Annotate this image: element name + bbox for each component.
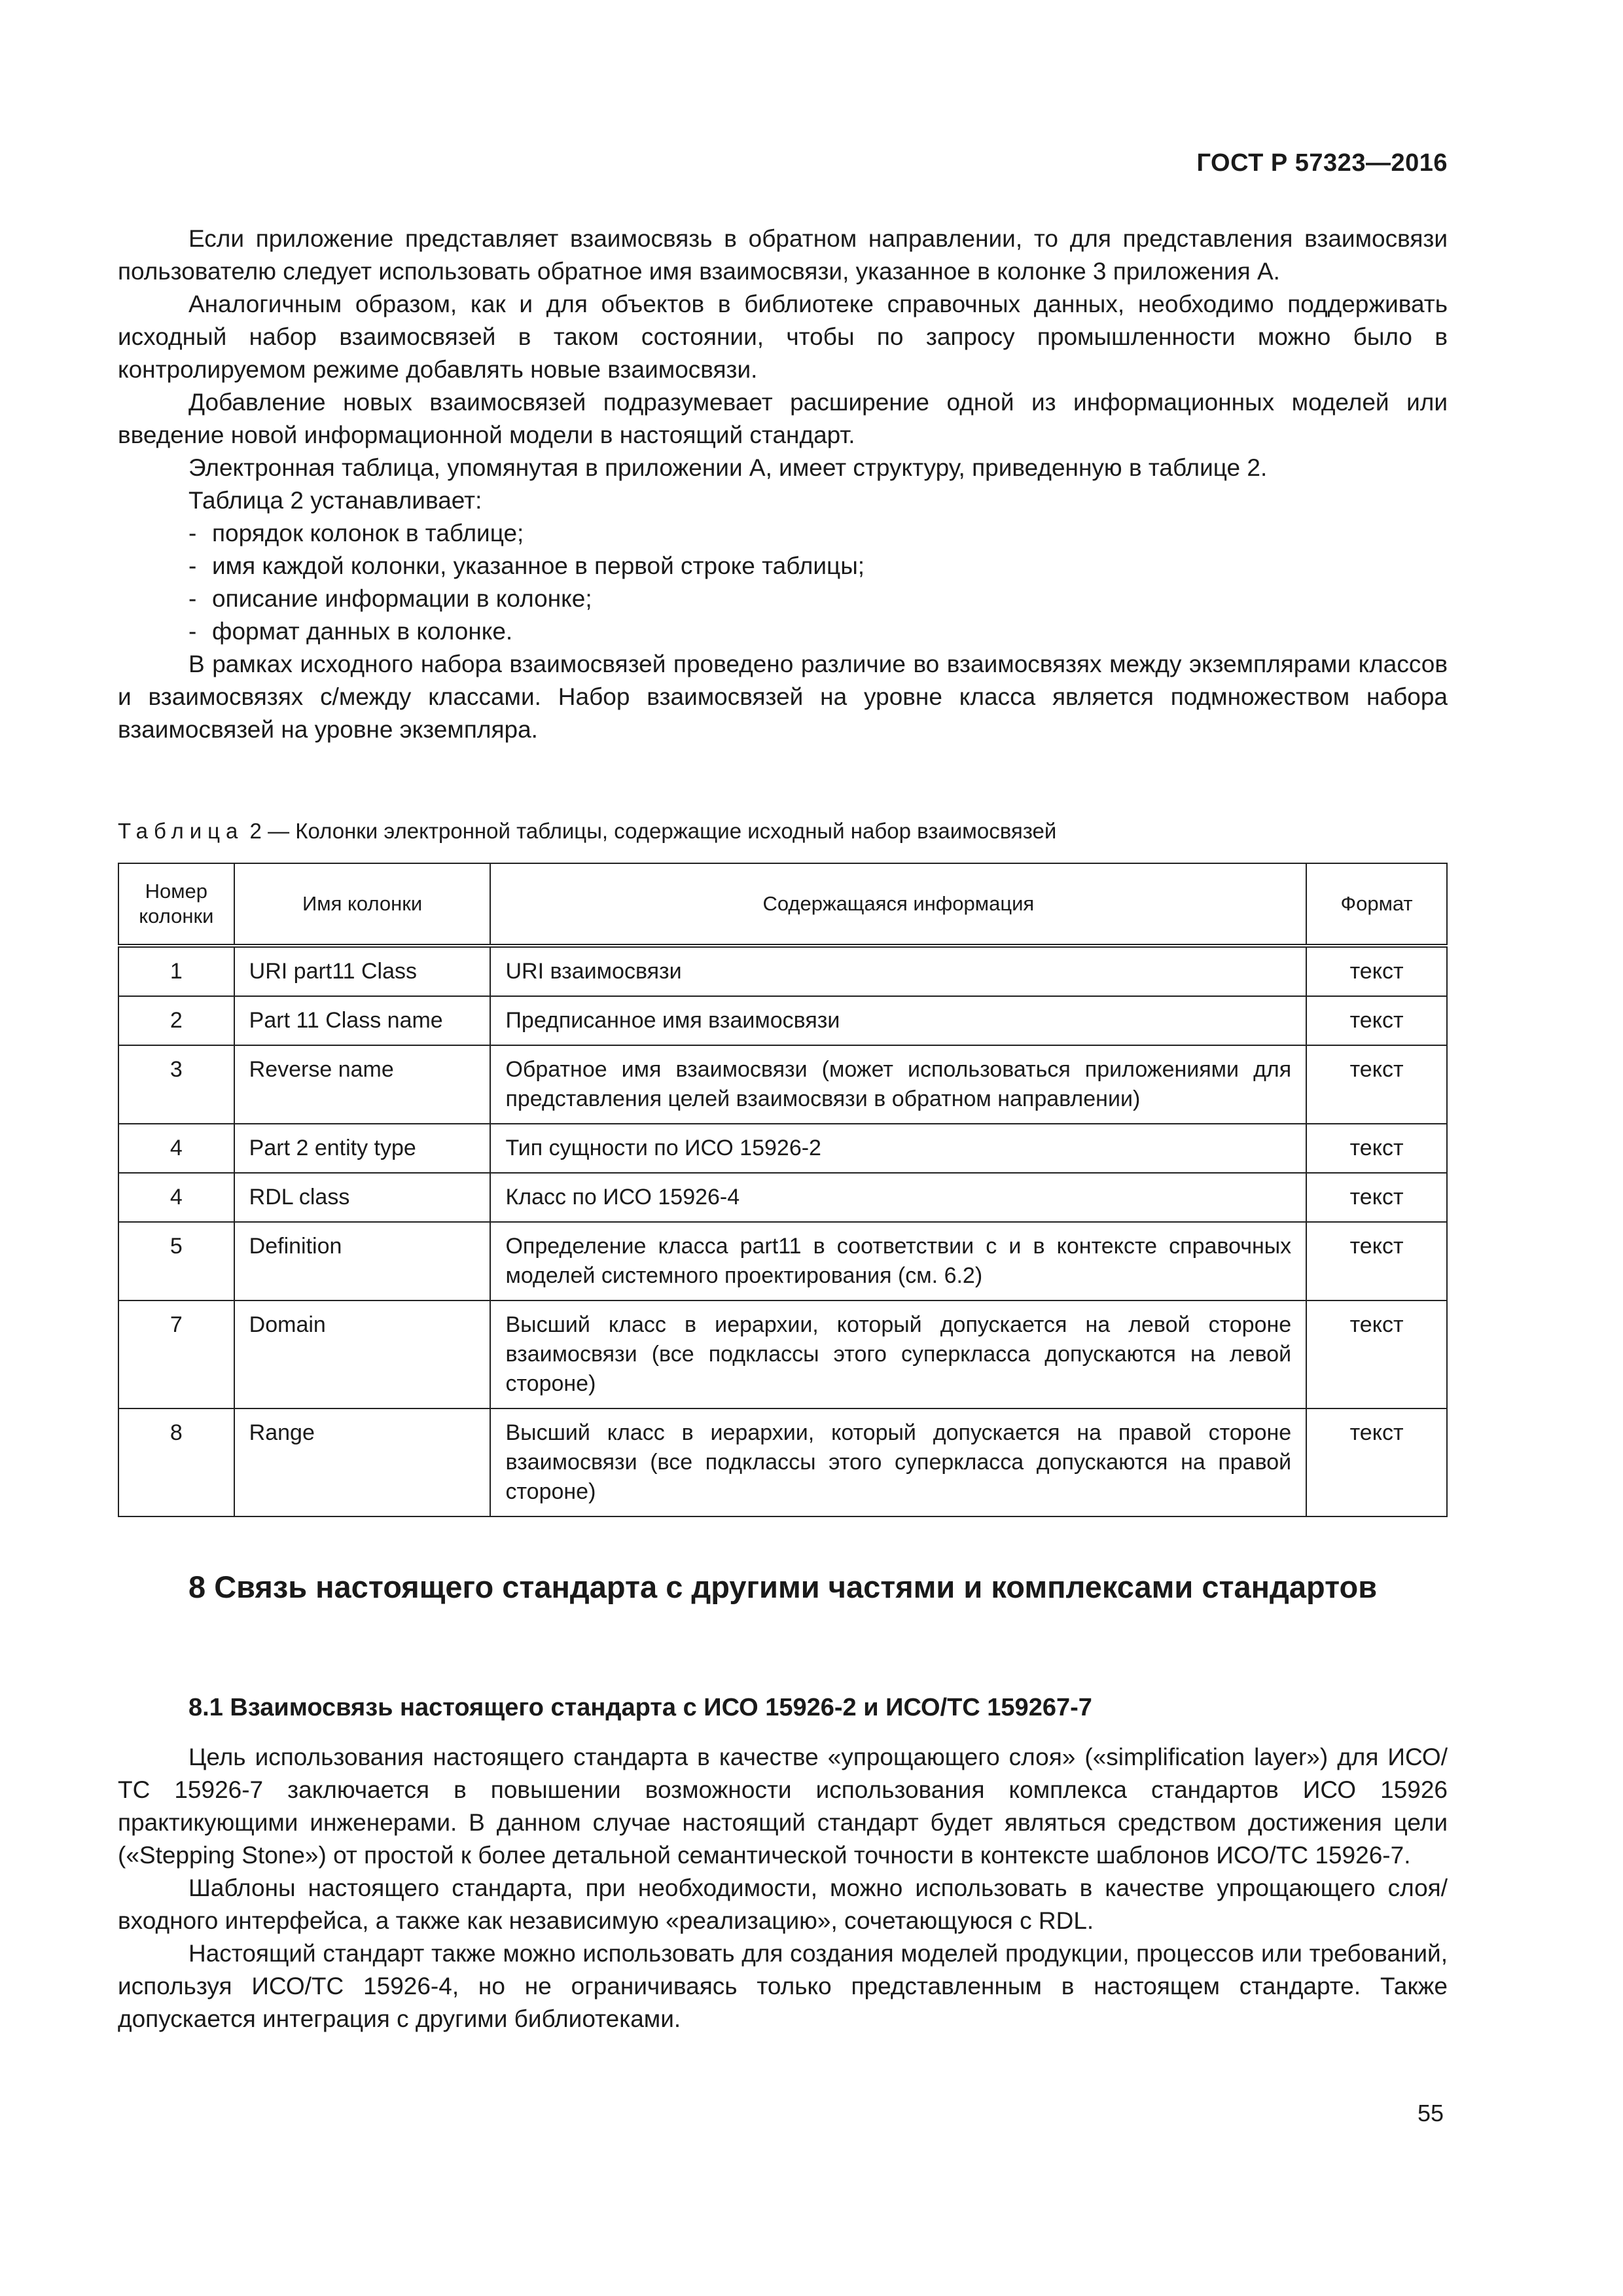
cell-format: текст [1306, 946, 1447, 996]
section-paragraph: Шаблоны настоящего стандарта, при необходимости, можно использовать в качестве упрощающего слоя/входного интерфейса, а также как независимую «реализацию», сочетающуюся с RDL. [118, 1874, 1448, 1934]
cell-info: Обратное имя взаимосвязи (может использоваться приложениями для представления целей взаимосвязи в обратном направлении) [490, 1045, 1306, 1124]
list-item-text: имя каждой колонки, указанное в первой строке таблицы; [212, 552, 865, 579]
table-row [118, 1408, 1447, 1516]
section-heading: 8 Связь настоящего стандарта с другими частями и комплексами стандартов [188, 1570, 1378, 1604]
table-caption-label: Таблица [118, 819, 244, 843]
intro-paragraph: Если приложение представляет взаимосвязь в обратном направлении, то для представления взаимосвязи пользователю следует использовать обратное имя взаимосвязи, указанное в колонке 3 приложения А. [118, 225, 1448, 285]
cell-number: 4 [118, 1173, 234, 1222]
cell-info: Класс по ИСО 15926-4 [490, 1173, 1306, 1222]
columns-table [118, 863, 1448, 1517]
list-item [118, 550, 1448, 583]
page-number: 55 [1417, 2100, 1444, 2126]
header-number: Номер колонки [118, 863, 234, 946]
list-marker: - [188, 585, 197, 612]
cell-name: Definition [234, 1222, 491, 1300]
table-row [118, 1222, 1447, 1300]
table-row [118, 1300, 1447, 1408]
cell-name: Domain [234, 1300, 491, 1408]
table-caption [118, 818, 1056, 844]
cell-info: Предписанное имя взаимосвязи [490, 996, 1306, 1045]
table-row [118, 1045, 1447, 1124]
cell-info: URI взаимосвязи [490, 946, 1306, 996]
cell-info: Высший класс в иерархии, который допускается на левой стороне взаимосвязи (все подклассы этого суперкласса допускаются на левой стороне) [490, 1300, 1306, 1408]
intro-closing-paragraph: В рамках исходного набора взаимосвязей проведено различие во взаимосвязях между экземплярами классов и взаимосвязях с/между классами. Набор взаимосвязей на уровне класса является подмножеством набора взаимосвязей на уровне экземпляра. [118, 651, 1448, 743]
table-row [118, 996, 1447, 1045]
table-row [118, 1124, 1447, 1173]
cell-number: 5 [118, 1222, 234, 1300]
list-marker: - [188, 552, 197, 579]
cell-number: 4 [118, 1124, 234, 1173]
cell-format: текст [1306, 1408, 1447, 1516]
cell-name: RDL class [234, 1173, 491, 1222]
cell-format: текст [1306, 996, 1447, 1045]
structure-list [118, 517, 1448, 648]
table-row [118, 946, 1447, 996]
table-caption-text: 2 — Колонки электронной таблицы, содержащие исходный набор взаимосвязей [243, 819, 1057, 843]
cell-info: Тип сущности по ИСО 15926-2 [490, 1124, 1306, 1173]
table-header-row [118, 863, 1447, 946]
intro-paragraph: Добавление новых взаимосвязей подразумевает расширение одной из информационных моделей или введение новой информационной модели в настоящий стандарт. [118, 389, 1448, 448]
cell-info: Определение класса part11 в соответствии с и в контексте справочных моделей системного проектирования (см. 6.2) [490, 1222, 1306, 1300]
subsection-heading: 8.1 Взаимосвязь настоящего стандарта с ИСО 15926-2 и ИСО/ТС 159267-7 [188, 1694, 1092, 1721]
list-marker: - [188, 520, 197, 547]
cell-number: 3 [118, 1045, 234, 1124]
header-info: Содержащаяся информация [490, 863, 1306, 946]
section-text [118, 1741, 1448, 2036]
list-item-text: порядок колонок в таблице; [212, 520, 524, 547]
cell-name: Reverse name [234, 1045, 491, 1124]
cell-name: Range [234, 1408, 491, 1516]
cell-format: текст [1306, 1300, 1447, 1408]
cell-info: Высший класс в иерархии, который допускается на правой стороне взаимосвязи (все подклассы этого суперкласса допускаются на правой стороне) [490, 1408, 1306, 1516]
cell-number: 8 [118, 1408, 234, 1516]
list-item [118, 583, 1448, 615]
cell-number: 7 [118, 1300, 234, 1408]
header-format: Формат [1306, 863, 1447, 946]
cell-format: текст [1306, 1045, 1447, 1124]
section-paragraph: Цель использования настоящего стандарта в качестве «упрощающего слоя» («simplification layer») для ИСО/ТС 15926-7 заключается в повышении возможности использования комплекса стандартов ИСО 15926 практикующими инженерами. В данном случае настоящий стандарт будет являться средством достижения цели («Stepping Stone») от простой к более детальной семантической точности в контексте шаблонов ИСО/ТС 15926-7. [118, 1744, 1448, 1869]
header-name: Имя колонки [234, 863, 491, 946]
cell-format: текст [1306, 1222, 1447, 1300]
intro-paragraph: Таблица 2 устанавливает: [188, 487, 482, 514]
cell-name: Part 2 entity type [234, 1124, 491, 1173]
intro-text [118, 223, 1448, 746]
intro-paragraph: Электронная таблица, упомянутая в приложении А, имеет структуру, приведенную в таблице 2. [188, 454, 1268, 481]
cell-format: текст [1306, 1124, 1447, 1173]
table-row [118, 1173, 1447, 1222]
list-marker: - [188, 618, 197, 645]
cell-name: URI part11 Class [234, 946, 491, 996]
list-item-text: описание информации в колонке; [212, 585, 592, 612]
list-item [118, 615, 1448, 648]
list-item-text: формат данных в колонке. [212, 618, 513, 645]
cell-number: 2 [118, 996, 234, 1045]
document-code: ГОСТ Р 57323—2016 [1196, 149, 1448, 177]
section-paragraph: Настоящий стандарт также можно использовать для создания моделей продукции, процессов или требований, используя ИСО/ТС 15926-4, но не ограничиваясь только представленным в настоящем стандарте. Также допускается интеграция с другими библиотеками. [118, 1940, 1448, 2032]
cell-format: текст [1306, 1173, 1447, 1222]
intro-paragraph: Аналогичным образом, как и для объектов в библиотеке справочных данных, необходимо поддерживать исходный набор взаимосвязей в таком состоянии, чтобы по запросу промышленности можно было в контролируемом режиме добавлять новые взаимосвязи. [118, 291, 1448, 383]
cell-number: 1 [118, 946, 234, 996]
list-item [118, 517, 1448, 550]
cell-name: Part 11 Class name [234, 996, 491, 1045]
